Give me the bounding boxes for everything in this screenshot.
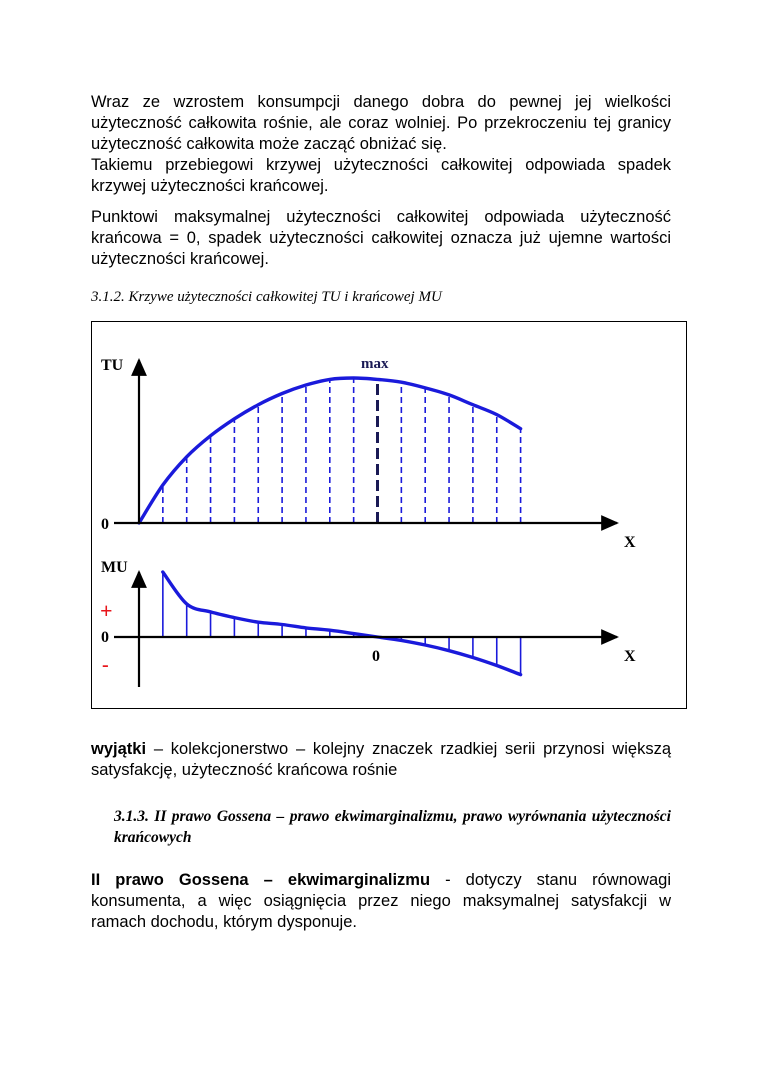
gossen-text: - dotyczy stanu równowagi konsumenta, a więc osiągnięcia przez niego maksymalnej satysfakcji w ramach dochodu, którym dysponuje.: [91, 871, 671, 931]
paragraph-gossen-law: [91, 870, 671, 933]
mu-axis-label: MU: [101, 559, 128, 576]
mu-zero-label: 0: [101, 629, 109, 646]
figure-caption: 3.1.2. Krzywe użyteczności całkowitej TU i krańcowej MU: [91, 289, 442, 305]
tu-x-label: X: [624, 534, 636, 551]
utility-curves-chart: [92, 322, 688, 710]
exceptions-term: wyjątki: [91, 740, 147, 758]
tu-chart: [139, 378, 521, 523]
section-heading-gossen: 3.1.3. II prawo Gossena – prawo ekwimarginalizmu, prawo wyrównania użyteczności krańcowych: [114, 808, 671, 846]
minus-sign: -: [102, 654, 109, 676]
tu-axis-label: TU: [101, 357, 124, 374]
paragraph-max-utility: [91, 207, 671, 270]
gossen-term: II prawo Gossena – ekwimarginalizmu: [91, 871, 431, 889]
paragraph-total-utility-growth: [91, 92, 671, 155]
paragraph-curve-relation: [91, 155, 671, 197]
max-label: max: [361, 356, 389, 372]
paragraph-text: Wraz ze wzrostem konsumpcji danego dobra do pewnej jej wielkości użyteczność całkowita rośnie, ale coraz wolniej. Po przekroczeniu tej granicy użyteczność całkowita może zacząć obniżać się.: [91, 93, 671, 153]
paragraph-text: Punktowi maksymalnej użyteczności całkowitej odpowiada użyteczność krańcowa = 0, spadek użyteczności całkowitej oznacza już ujemne wartości użyteczności krańcowej.: [91, 208, 671, 268]
mu-chart: [163, 572, 521, 675]
exceptions-text: – kolekcjonerstwo – kolejny znaczek rzadkiej serii przynosi większą satysfakcję, użyteczność krańcowa rośnie: [91, 740, 671, 779]
paragraph-exceptions: [91, 739, 671, 781]
tu-zero-label: 0: [101, 516, 109, 533]
mu-zero-point-label: 0: [372, 648, 380, 665]
plus-sign: +: [100, 598, 113, 623]
mu-x-label: X: [624, 648, 636, 665]
paragraph-text: Takiemu przebiegowi krzywej użyteczności całkowitej odpowiada spadek krzywej użyteczności krańcowej.: [91, 156, 671, 195]
mu-curve: [163, 572, 521, 675]
utility-curves-figure: [91, 321, 687, 709]
